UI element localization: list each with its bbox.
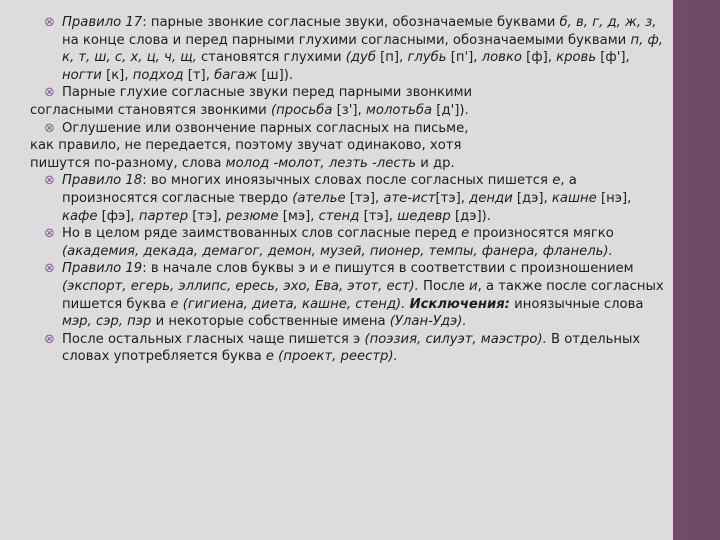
circled-x-icon: ⊗	[44, 15, 55, 30]
circled-x-icon: ⊗	[44, 173, 55, 189]
circled-x-icon: ⊗	[44, 261, 55, 277]
paragraph-devoicing-line-3: пишутся по-разному, слова молод -молот, лезть -лесть и др.	[30, 155, 455, 171]
paragraph-devoicing: ⊗ Оглушение или озвончение парных согласных на письме,	[44, 120, 469, 136]
paragraph-voiceless-rule-continued: согласными становятся звонкими (просьба [з'], молотьба [д']).	[30, 102, 469, 118]
paragraph-rule-17: ⊗ Правило 17: парные звонкие согласные звуки, обозначаемые буквами б, в, г, д, ж, з, на конце слова и перед парными глухими согласными, обозначаемыми буквами п, ф, к, т, ш, с, х, ц, ч, щ, становятся глухими (дуб [п], глубь [п'], ловко [ф], кровь [ф'], ногти [к], подход [т], багаж [ш]).	[44, 15, 663, 83]
paragraph-soft-consonants: ⊗ Но в целом ряде заимствованных слов согласные перед е произносятся мягко (академия, декада, демагог, демон, музей, пионер, темпы, фанера, фланель).	[44, 226, 614, 259]
paragraph-voiceless-rule: ⊗ Парные глухие согласные звуки перед парными звонкими	[44, 85, 473, 101]
circled-x-icon: ⊗	[44, 331, 55, 347]
paragraph-devoicing-line-2: как правило, не передается, поэтому звучат одинаково, хотя	[30, 138, 462, 154]
paragraph-other-vowels: ⊗ После остальных гласных чаще пишется э (поэзия, силуэт, маэстро). В отдельных словах употребляется буква е (проект, реестр).	[44, 331, 641, 365]
circled-x-icon: ⊗	[44, 120, 55, 136]
circled-x-icon: ⊗	[44, 85, 55, 101]
paragraph-rule-19: ⊗ Правило 19: в начале слов буквы э и е пишутся в соответствии с произношением (экспорт, егерь, эллипс, ересь, эхо, Ева, этот, ест). После и, а также после согласных пишется буква е (гигиена, диета, кашне, стенд). Исключения: иноязычные слова мэр, сэр, пэр и некоторые собственные имена (Улан-Удэ).	[44, 261, 664, 330]
rules-text	[30, 14, 665, 366]
circled-x-icon: ⊗	[44, 226, 55, 242]
paragraph-rule-18: ⊗ Правило 18: во многих иноязычных словах после согласных пишется е, а произносятся согласные твердо (ателье [тэ], ате-ист[тэ], денди [дэ], кашне [нэ], кафе [фэ], партер [тэ], резюме [мэ], стенд [тэ], шедевр [дэ]).	[44, 173, 632, 224]
